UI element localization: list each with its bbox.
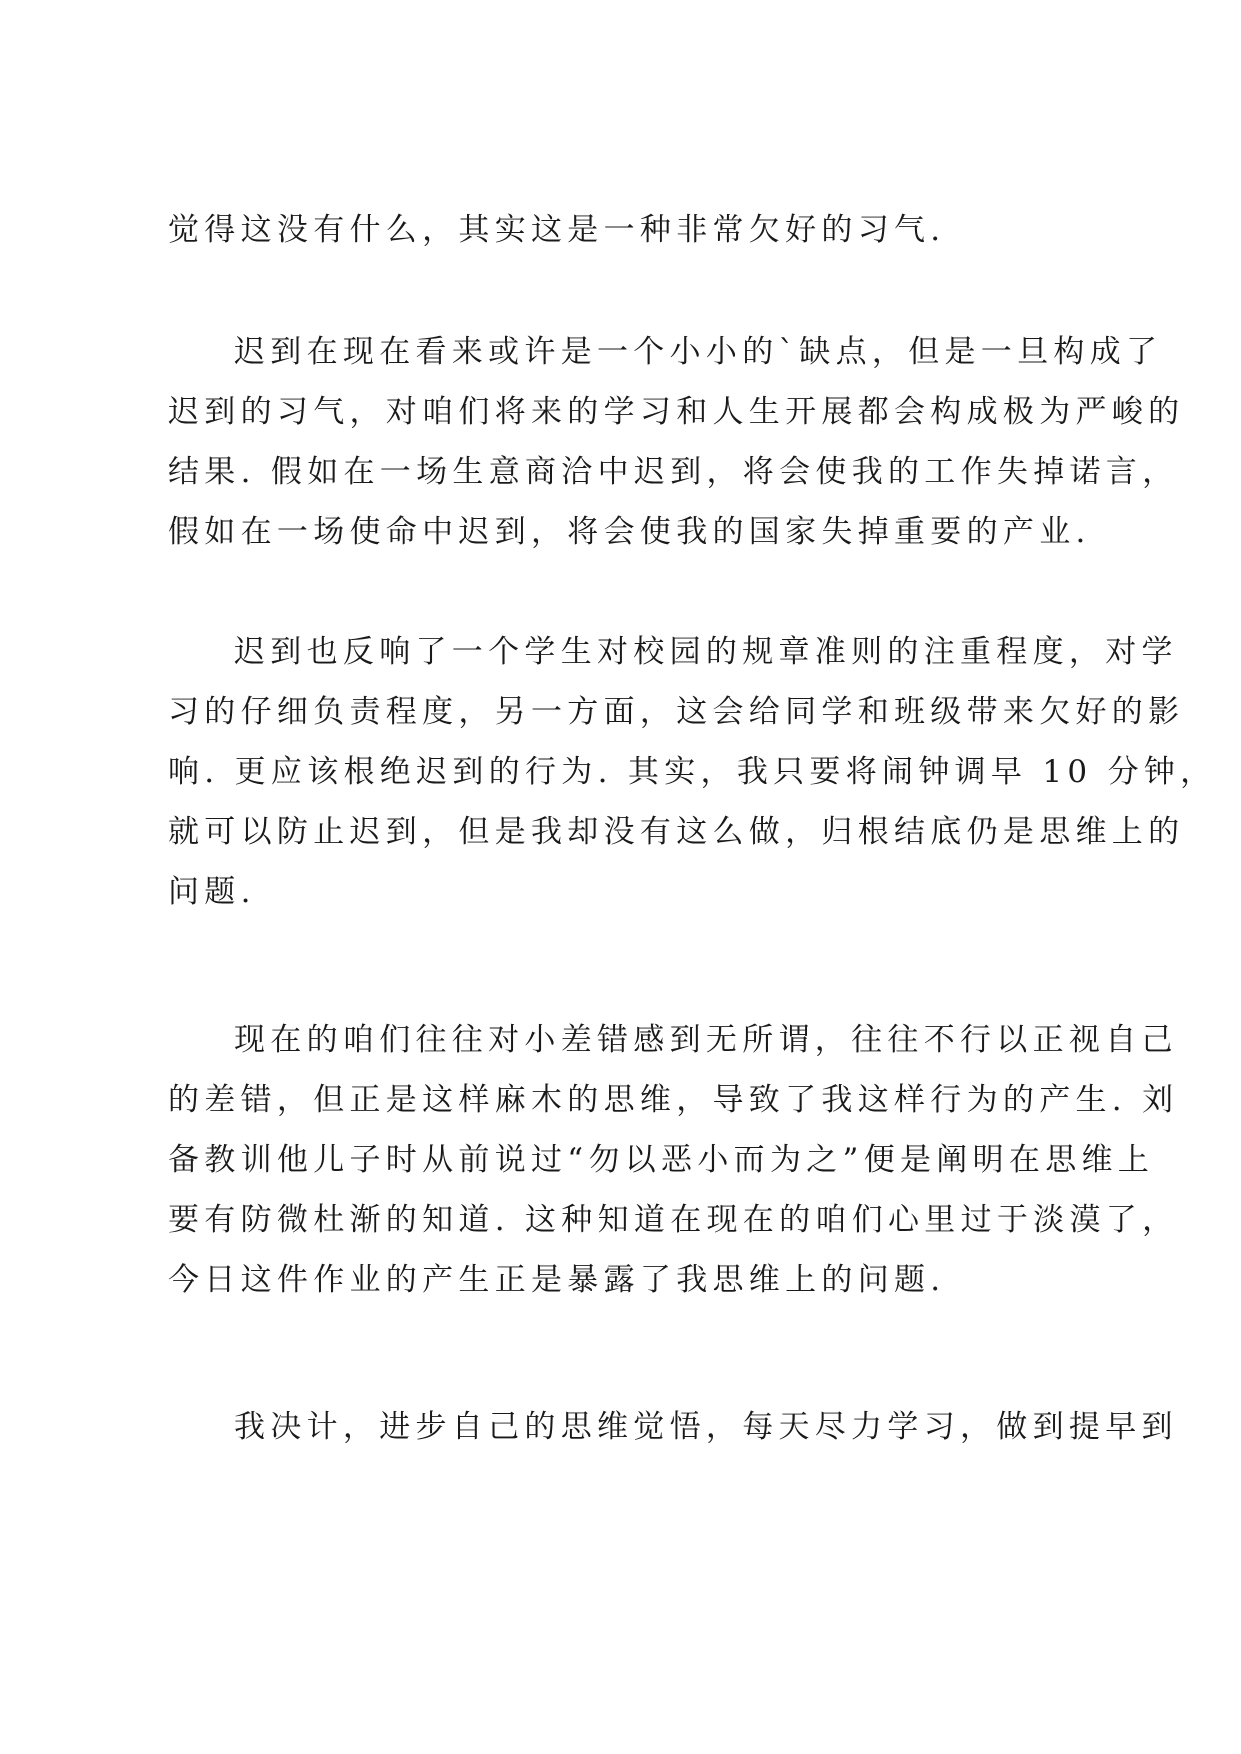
paragraph-line: 觉得这没有什么，其实这是一种非常欠好的习气.	[168, 212, 946, 248]
paragraph-line: 就可以防止迟到，但是我却没有这么做，归根结底仍是思维上的	[168, 814, 1185, 850]
paragraph-line: 我决计，进步自己的思维觉悟，每天尽力学习，做到提早到	[234, 1409, 1178, 1445]
paragraph-line: 备教训他儿子时从前说过“勿以恶小而为之”便是阐明在思维上	[168, 1142, 1155, 1178]
paragraph-line: 问题.	[168, 874, 256, 910]
paragraph-line: 迟到的习气，对咱们将来的学习和人生开展都会构成极为严峻的	[168, 394, 1185, 430]
paragraph-line: 现在的咱们往往对小差错感到无所谓，往往不行以正视自己	[234, 1022, 1178, 1058]
paragraph-line: 迟到在现在看来或许是一个小小的`缺点，但是一旦构成了	[234, 334, 1163, 370]
paragraph-line: 习的仔细负责程度，另一方面，这会给同学和班级带来欠好的影	[168, 694, 1185, 730]
paragraph-5	[168, 1397, 1178, 1457]
paragraph-3	[168, 622, 1217, 922]
paragraph-line: 的差错，但正是这样麻木的思维，导致了我这样行为的产生. 刘	[168, 1082, 1179, 1118]
paragraph-line: 响. 更应该根绝迟到的行为. 其实，我只要将闹钟调早 10 分钟，	[168, 754, 1217, 790]
paragraph-line: 假如在一场使命中迟到，将会使我的国家失掉重要的产业.	[168, 514, 1091, 550]
paragraph-line: 结果. 假如在一场生意商洽中迟到，将会使我的工作失掉诺言，	[168, 454, 1179, 490]
paragraph-1	[168, 200, 1088, 260]
paragraph-2	[168, 322, 1185, 562]
paragraph-4	[168, 1010, 1179, 1310]
paragraph-line: 迟到也反响了一个学生对校园的规章准则的注重程度，对学	[234, 634, 1178, 670]
paragraph-line: 今日这件作业的产生正是暴露了我思维上的问题.	[168, 1262, 946, 1298]
paragraph-line: 要有防微杜渐的知道. 这种知道在现在的咱们心里过于淡漠了，	[168, 1202, 1179, 1238]
